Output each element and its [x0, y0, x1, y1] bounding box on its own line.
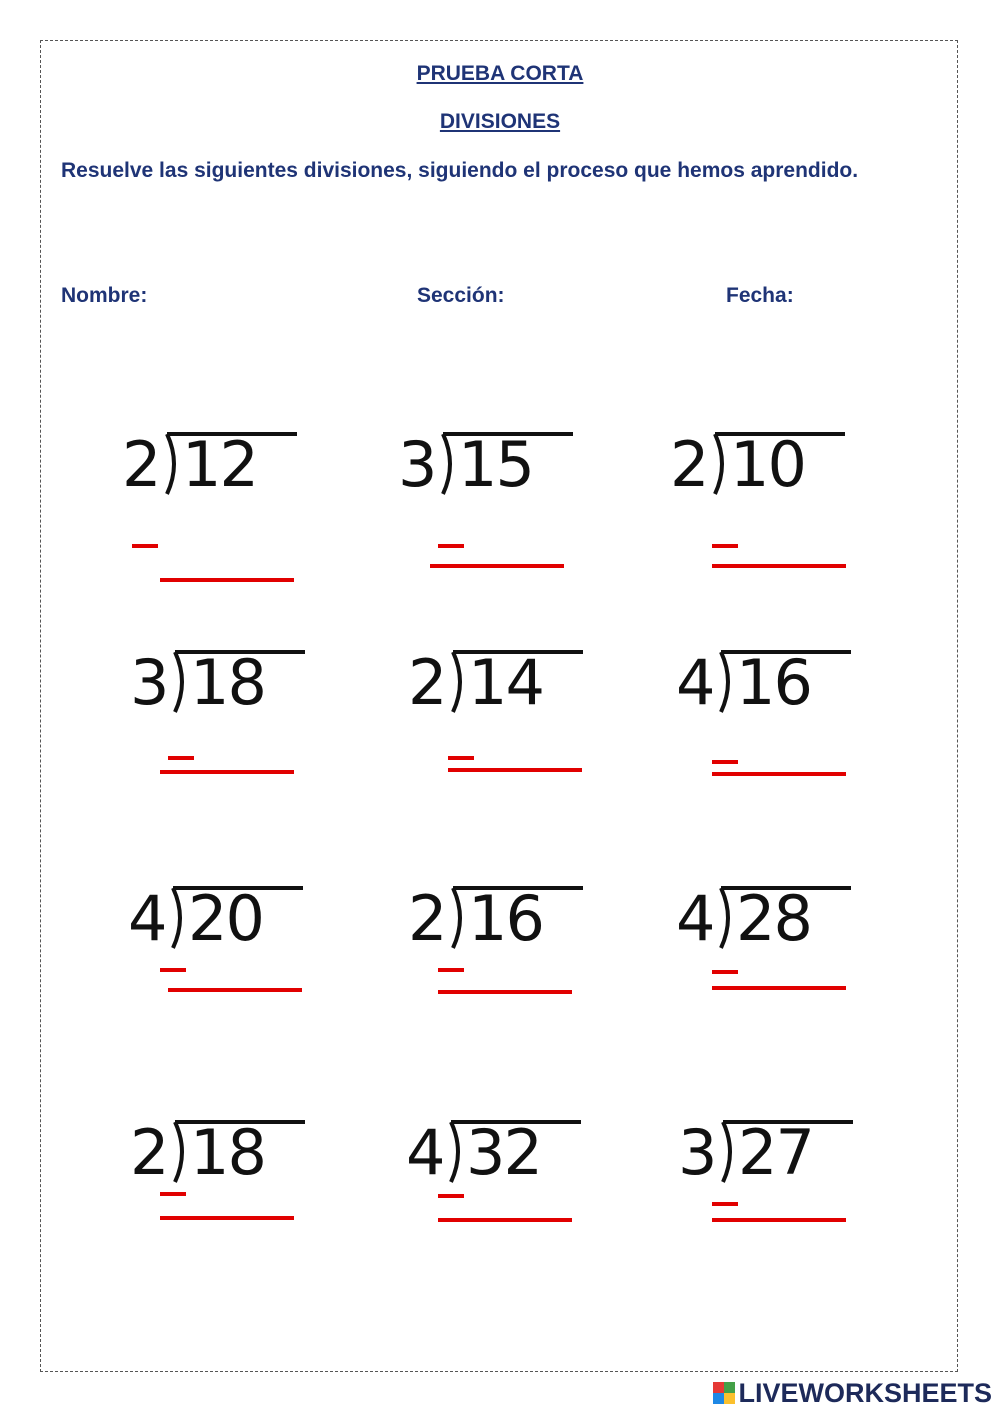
- dividend: 20: [188, 882, 263, 955]
- dividend: 18: [190, 646, 265, 719]
- answer-line[interactable]: [160, 770, 294, 774]
- divisor: 2: [408, 882, 446, 955]
- divisor: 4: [128, 882, 166, 955]
- dividend: 27: [738, 1116, 813, 1189]
- page-title: PRUEBA CORTA: [416, 62, 584, 85]
- divisor: 4: [676, 882, 714, 955]
- page-subtitle: DIVISIONES: [439, 110, 561, 133]
- dividend: 12: [182, 428, 257, 501]
- answer-line[interactable]: [438, 1218, 572, 1222]
- minus-sign: [448, 756, 474, 760]
- division-problem: [130, 1116, 330, 1276]
- divisor: 3: [130, 646, 168, 719]
- dividend: 16: [468, 882, 543, 955]
- divisor: 2: [408, 646, 446, 719]
- division-problem: [406, 1116, 606, 1276]
- brand-name: LIVEWORKSHEETS: [738, 1377, 992, 1408]
- minus-sign: [712, 1202, 738, 1206]
- dividend: 15: [458, 428, 533, 501]
- division-problem: [408, 882, 608, 1042]
- dividend: 32: [466, 1116, 541, 1189]
- minus-sign: [160, 1192, 186, 1196]
- divisor: 2: [122, 428, 160, 501]
- divisor: 2: [130, 1116, 168, 1189]
- dividend: 10: [730, 428, 805, 501]
- minus-sign: [132, 544, 158, 548]
- minus-sign: [160, 968, 186, 972]
- dividend: 14: [468, 646, 543, 719]
- division-problem: [676, 646, 876, 806]
- divisor: 4: [676, 646, 714, 719]
- divisor: 3: [678, 1116, 716, 1189]
- answer-line[interactable]: [168, 988, 302, 992]
- division-problem: [128, 882, 328, 1042]
- minus-sign: [712, 760, 738, 764]
- dividend: 28: [736, 882, 811, 955]
- division-problem: [398, 428, 598, 588]
- answer-line[interactable]: [712, 564, 846, 568]
- division-problem: [678, 1116, 878, 1276]
- minus-sign: [168, 756, 194, 760]
- divisor: 4: [406, 1116, 444, 1189]
- name-label: Nombre:: [61, 284, 148, 307]
- section-label: Sección:: [417, 284, 505, 307]
- answer-line[interactable]: [448, 768, 582, 772]
- dividend: 16: [736, 646, 811, 719]
- division-problem: [130, 646, 330, 806]
- division-problem: [676, 882, 876, 1042]
- minus-sign: [438, 1194, 464, 1198]
- division-problem: [408, 646, 608, 806]
- date-label: Fecha:: [726, 284, 794, 307]
- liveworksheets-logo: [713, 1378, 992, 1408]
- dividend: 18: [190, 1116, 265, 1189]
- logo-badge-icon: [713, 1382, 735, 1404]
- answer-line[interactable]: [430, 564, 564, 568]
- minus-sign: [438, 544, 464, 548]
- division-problem: [122, 428, 322, 588]
- minus-sign: [438, 968, 464, 972]
- answer-line[interactable]: [160, 578, 294, 582]
- answer-line[interactable]: [438, 990, 572, 994]
- answer-line[interactable]: [712, 772, 846, 776]
- divisor: 3: [398, 428, 436, 501]
- answer-line[interactable]: [712, 986, 846, 990]
- division-problem: [670, 428, 870, 588]
- instructions-text: Resuelve las siguientes divisiones, siguiendo el proceso que hemos aprendido.: [61, 159, 859, 182]
- answer-line[interactable]: [712, 1218, 846, 1222]
- answer-line[interactable]: [160, 1216, 294, 1220]
- minus-sign: [712, 970, 738, 974]
- minus-sign: [712, 544, 738, 548]
- divisor: 2: [670, 428, 708, 501]
